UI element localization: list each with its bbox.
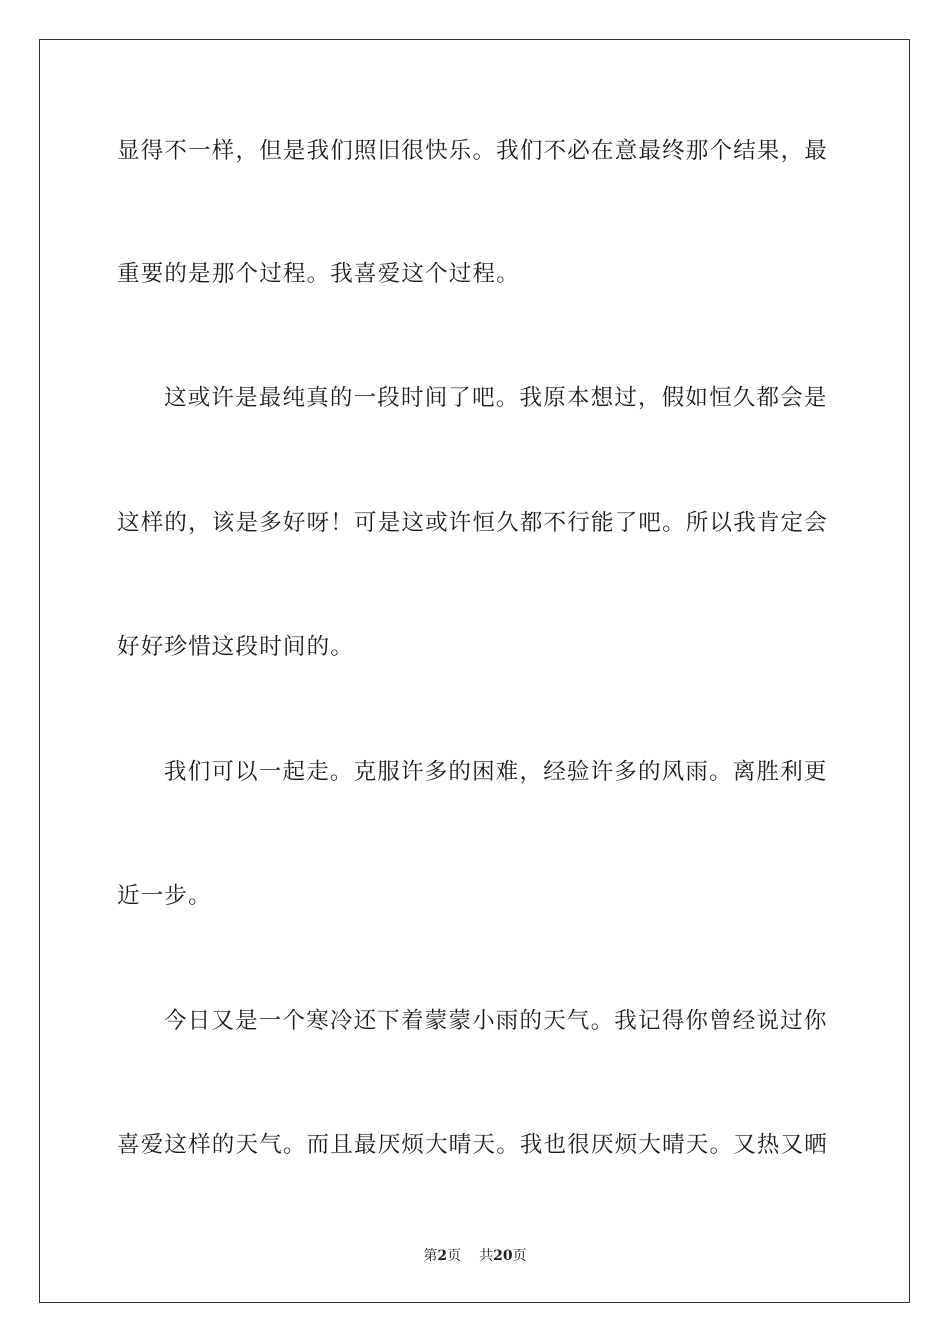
text-line-9: 喜爱这样的天气。而且最厌烦大晴天。我也很厌烦大晴天。又热又晒 bbox=[117, 1132, 829, 1158]
page-number: 2 bbox=[437, 1248, 448, 1264]
text-line-6: 我们可以一起走。克服许多的困难，经验许多的风雨。离胜利更 bbox=[164, 759, 828, 785]
text-line-7: 近一步。 bbox=[117, 883, 212, 909]
page-suffix: 页 bbox=[447, 1248, 462, 1264]
page-footer bbox=[0, 1246, 950, 1266]
text-line-8: 今日又是一个寒冷还下着蒙蒙小雨的天气。我记得你曾经说过你 bbox=[164, 1008, 828, 1034]
text-line-1: 显得不一样，但是我们照旧很快乐。我们不必在意最终那个结果，最 bbox=[117, 138, 829, 164]
text-line-3: 这或许是最纯真的一段时间了吧。我原本想过，假如恒久都会是 bbox=[164, 385, 828, 411]
page-prefix: 第 bbox=[423, 1248, 438, 1264]
total-suffix: 页 bbox=[512, 1248, 527, 1264]
total-pages: 20 bbox=[493, 1248, 513, 1264]
text-line-5: 好好珍惜这段时间的。 bbox=[117, 634, 355, 660]
text-line-4: 这样的，该是多好呀！可是这或许恒久都不行能了吧。所以我肯定会 bbox=[117, 510, 829, 536]
text-line-2: 重要的是那个过程。我喜爱这个过程。 bbox=[117, 261, 520, 287]
total-prefix: 共 bbox=[479, 1248, 494, 1264]
page-border bbox=[39, 39, 910, 1303]
